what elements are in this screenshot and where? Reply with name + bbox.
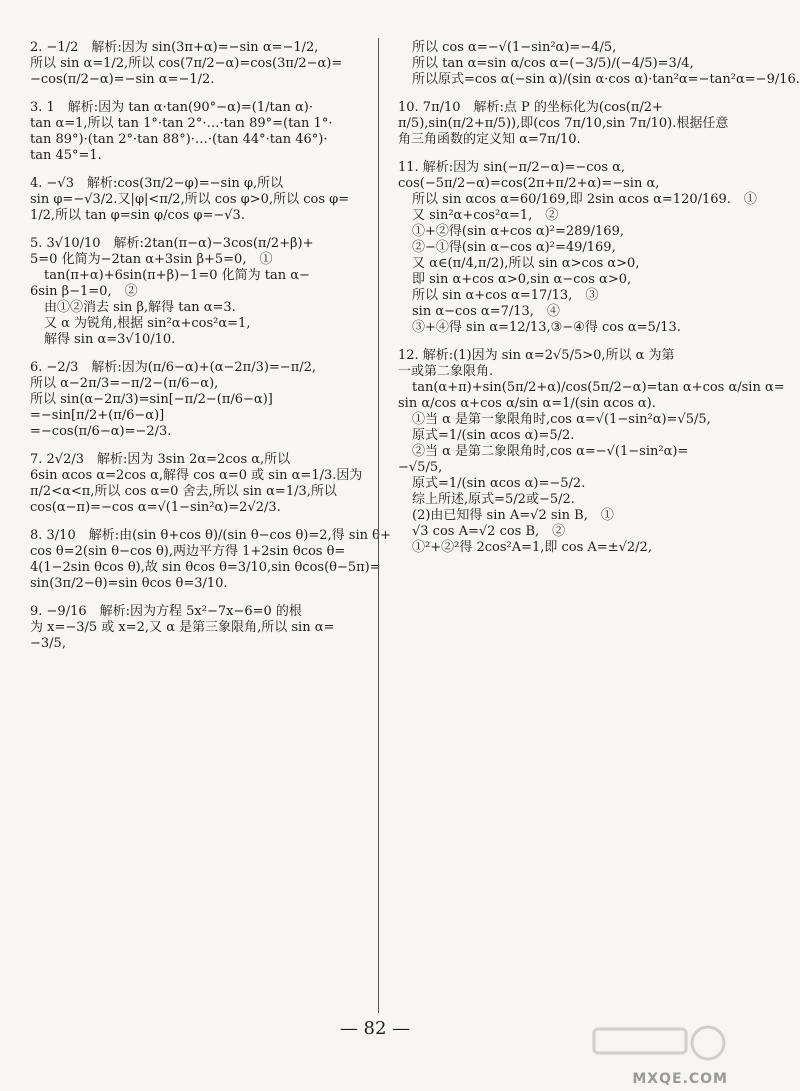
answer-3-line-3: tan 89°)·(tan 2°·tan 88°)·…·(tan 44°·tan 46°)·: [30, 132, 328, 147]
answer-12-line-3: tan(α+π)+sin(5π/2+α)/cos(5π/2−α)=tan α+cos α/sin α=: [412, 380, 785, 395]
answer-11-line-11: ③+④得 sin α=12/13,③−④得 cos α=5/13.: [412, 320, 681, 335]
answer-5-line-7: 解得 sin α=3√10/10.: [44, 332, 176, 347]
answer-12-line-11: (2)由已知得 sin A=√2 sin B, ①: [412, 508, 614, 523]
left-column: [30, 40, 391, 1021]
answer-11-line-10: sin α−cos α=7/13, ④: [412, 304, 560, 319]
answer-5-line-3: tan(π+α)+6sin(π+β)−1=0 化简为 tan α−: [44, 268, 310, 283]
answer-12-line-9: 原式=1/(sin αcos α)=−5/2.: [412, 476, 586, 491]
answer-6-line-3: 所以 sin(α−2π/3)=sin[−π/2−(π/6−α)]: [30, 392, 273, 407]
answer-11-line-3: 所以 sin αcos α=60/169,即 2sin αcos α=120/169. ①: [412, 192, 757, 207]
answer-8-line-4: sin(3π/2−θ)=sin θcos θ=3/10.: [30, 576, 228, 591]
answer-9-line-2: 为 x=−3/5 或 x=2,又 α 是第三象限角,所以 sin α=: [30, 620, 335, 635]
answer-11-line-4: 又 sin²α+cos²α=1, ②: [412, 208, 559, 223]
answer-2-line-1: 2. −1/2 解析:因为 sin(3π+α)=−sin α=−1/2,: [30, 40, 319, 55]
answer-5-line-6: 又 α 为锐角,根据 sin²α+cos²α=1,: [44, 316, 251, 331]
answer-11-line-7: 又 α∈(π/4,π/2),所以 sin α>cos α>0,: [412, 256, 640, 271]
answer-5-line-5: 由①②消去 sin β,解得 tan α=3.: [44, 300, 236, 315]
answer-11-line-8: 即 sin α+cos α>0,sin α−cos α>0,: [412, 272, 632, 287]
answer-4-line-3: 1/2,所以 tan φ=sin φ/cos φ=−√3.: [30, 208, 245, 223]
answer-2-line-3: −cos(π/2−α)=−sin α=−1/2.: [30, 72, 215, 87]
answer-11-line-6: ②−①得(sin α−cos α)²=49/169,: [412, 240, 616, 255]
answer-4-line-2: sin φ=−√3/2.又|φ|<π/2,所以 cos φ>0,所以 cos φ=: [30, 192, 350, 207]
watermark-text: MXQE.COM: [632, 1071, 728, 1087]
answer-9-line-6: 所以原式=cos α(−sin α)/(sin α·cos α)·tan²α=−tan²α=−9/16.: [412, 72, 800, 87]
answer-12-line-13: ①²+②²得 2cos²A=1,即 cos A=±√2/2,: [412, 540, 652, 555]
answer-7-line-1: 7. 2√2/3 解析:因为 3sin 2α=2cos α,所以: [30, 452, 291, 467]
answer-6-line-5: =−cos(π/6−α)=−2/3.: [30, 424, 172, 439]
answer-4-line-1: 4. −√3 解析:cos(3π/2−φ)=−sin φ,所以: [30, 176, 284, 191]
answer-9-line-3: −3/5,: [30, 636, 66, 651]
page-number: — 82 —: [339, 1018, 411, 1039]
answer-6-line-2: 所以 α−2π/3=−π/2−(π/6−α),: [30, 376, 219, 391]
answer-12-line-7: ②当 α 是第二象限角时,cos α=−√(1−sin²α)=: [412, 444, 689, 459]
answer-8-line-1: 8. 3/10 解析:由(sin θ+cos θ)/(sin θ−cos θ)=2,得 sin θ+: [30, 528, 391, 543]
answer-11-line-5: ①+②得(sin α+cos α)²=289/169,: [412, 224, 624, 239]
answer-12-line-2: 一或第二象限角.: [398, 364, 494, 379]
answer-12-line-1: 12. 解析:(1)因为 sin α=2√5/5>0,所以 α 为第: [398, 348, 675, 363]
answer-5-line-2: 5=0 化简为−2tan α+3sin β+5=0, ①: [30, 252, 273, 267]
answer-3-line-4: tan 45°=1.: [30, 148, 102, 163]
column-divider: [378, 38, 379, 1013]
answer-12-line-6: 原式=1/(sin αcos α)=5/2.: [412, 428, 575, 443]
answer-8-line-3: 4(1−2sin θcos θ),故 sin θcos θ=3/10,sin θcos(θ−5π)=: [30, 560, 381, 575]
answer-5-line-4: 6sin β−1=0, ②: [30, 284, 138, 299]
answer-9-line-1: 9. −9/16 解析:因为方程 5x²−7x−6=0 的根: [30, 604, 302, 619]
watermark-logo-icon: [590, 1023, 730, 1069]
answer-7-line-2: 6sin αcos α=2cos α,解得 cos α=0 或 sin α=1/3.因为: [30, 468, 363, 483]
answer-10-line-3: 角三角函数的定义知 α=7π/10.: [398, 132, 581, 147]
answer-12-line-10: 综上所述,原式=5/2或−5/2.: [412, 492, 575, 507]
answer-6-line-4: =−sin[π/2+(π/6−α)]: [30, 408, 165, 423]
answer-6-line-1: 6. −2/3 解析:因为(π/6−α)+(α−2π/3)=−π/2,: [30, 360, 317, 375]
answer-7-line-3: π/2<α<π,所以 cos α=0 舍去,所以 sin α=1/3,所以: [30, 484, 337, 499]
answer-12-line-5: ①当 α 是第一象限角时,cos α=√(1−sin²α)=√5/5,: [412, 412, 711, 427]
answer-2-line-2: 所以 sin α=1/2,所以 cos(7π/2−α)=cos(3π/2−α)=: [30, 56, 343, 71]
answer-12-line-8: −√5/5,: [398, 460, 443, 475]
right-column: [398, 40, 800, 1021]
answer-8-line-2: cos θ=2(sin θ−cos θ),两边平方得 1+2sin θcos θ=: [30, 544, 346, 559]
answer-9-line-4: 所以 cos α=−√(1−sin²α)=−4/5,: [412, 40, 617, 55]
answer-12-line-12: √3 cos A=√2 cos B, ②: [412, 524, 566, 539]
answer-12-line-4: sin α/cos α+cos α/sin α=1/(sin αcos α).: [398, 396, 656, 411]
answer-11-line-1: 11. 解析:因为 sin(−π/2−α)=−cos α,: [398, 160, 626, 175]
answer-3-line-2: tan α=1,所以 tan 1°·tan 2°·…·tan 89°=(tan 1°·: [30, 116, 333, 131]
answer-7-line-4: cos(α−π)=−cos α=√(1−sin²α)=2√2/3.: [30, 500, 281, 515]
answer-5-line-1: 5. 3√10/10 解析:2tan(π−α)−3cos(π/2+β)+: [30, 236, 314, 251]
answer-10-line-2: π/5),sin(π/2+π/5)),即(cos 7π/10,sin 7π/10).根据任意: [398, 116, 729, 131]
answer-11-line-9: 所以 sin α+cos α=17/13, ③: [412, 288, 599, 303]
answer-11-line-2: cos(−5π/2−α)=cos(2π+π/2+α)=−sin α,: [398, 176, 660, 191]
answer-3-line-1: 3. 1 解析:因为 tan α·tan(90°−α)=(1/tan α)·: [30, 100, 313, 115]
answer-10-line-1: 10. 7π/10 解析:点 P 的坐标化为(cos(π/2+: [398, 100, 663, 115]
answer-9-line-5: 所以 tan α=sin α/cos α=(−3/5)/(−4/5)=3/4,: [412, 56, 694, 71]
